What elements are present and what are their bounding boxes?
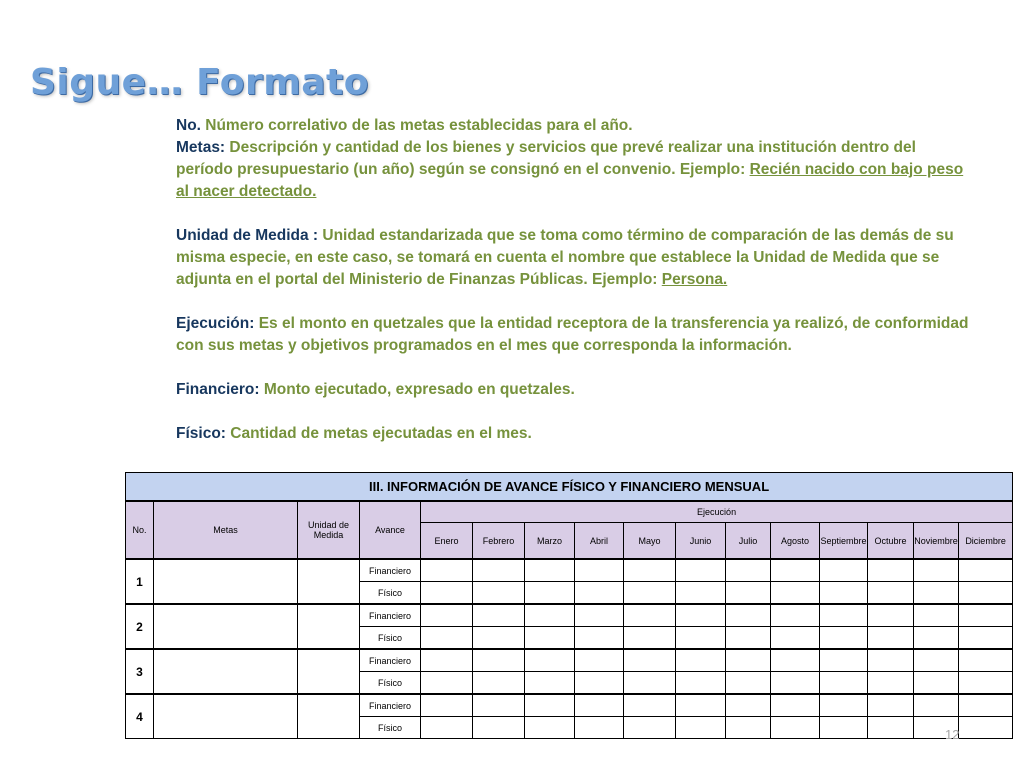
month-value-cell[interactable] [820,604,868,627]
header-month: Junio [676,523,726,560]
avance-label: Financiero [360,604,421,627]
month-value-cell[interactable] [820,559,868,582]
page-number: 12 [945,727,960,742]
month-value-cell[interactable] [914,649,959,672]
month-value-cell[interactable] [959,627,1013,650]
month-value-cell[interactable] [868,559,914,582]
header-month: Septiembre [820,523,868,560]
metas-cell[interactable] [154,604,298,649]
row-number: 1 [126,559,154,604]
month-value-cell[interactable] [421,672,473,695]
month-value-cell[interactable] [820,582,868,605]
term-fisico: Físico: [176,425,226,442]
metas-cell[interactable] [154,649,298,694]
month-value-cell[interactable] [624,649,676,672]
month-value-cell[interactable] [914,627,959,650]
unidad-cell[interactable] [298,694,360,739]
month-value-cell[interactable] [575,649,624,672]
month-value-cell[interactable] [959,649,1013,672]
month-value-cell[interactable] [525,694,575,717]
term-metas: Metas: [176,139,226,156]
month-value-cell[interactable] [771,649,820,672]
header-month: Agosto [771,523,820,560]
month-value-cell[interactable] [771,672,820,695]
definition-fisico [176,423,976,445]
row-number: 4 [126,694,154,739]
month-value-cell[interactable] [726,627,771,650]
month-value-cell[interactable] [820,694,868,717]
header-month: Noviembre [914,523,959,560]
month-value-cell[interactable] [868,627,914,650]
text-unidad: Unidad estandarizada que se toma como término de comparación de las demás de su misma especie, en este caso, se tomará en cuenta el nombre que establece la Unidad de Medida que se adjunta en el portal del Ministerio de Finanzas Públicas. Ejemplo: [176,227,954,288]
definitions-block [176,115,976,445]
month-value-cell[interactable] [868,672,914,695]
header-month: Marzo [525,523,575,560]
slide-title: Sigue… Formato [30,62,369,103]
avance-label: Físico [360,627,421,650]
format-table [125,472,1013,739]
month-value-cell[interactable] [525,649,575,672]
metas-cell[interactable] [154,559,298,604]
avance-label: Financiero [360,694,421,717]
header-month: Enero [421,523,473,560]
month-value-cell[interactable] [820,717,868,739]
month-value-cell[interactable] [676,627,726,650]
month-value-cell[interactable] [771,582,820,605]
month-value-cell[interactable] [959,604,1013,627]
format-table-container [125,472,1012,739]
month-value-cell[interactable] [624,717,676,739]
header-month: Julio [726,523,771,560]
unidad-cell[interactable] [298,604,360,649]
month-value-cell[interactable] [771,627,820,650]
unidad-cell[interactable] [298,559,360,604]
month-value-cell[interactable] [525,559,575,582]
month-value-cell[interactable] [624,694,676,717]
month-value-cell[interactable] [676,559,726,582]
month-value-cell[interactable] [575,604,624,627]
month-value-cell[interactable] [726,559,771,582]
month-value-cell[interactable] [473,627,525,650]
month-value-cell[interactable] [820,627,868,650]
month-value-cell[interactable] [868,649,914,672]
month-value-cell[interactable] [624,604,676,627]
month-value-cell[interactable] [473,649,525,672]
header-month: Diciembre [959,523,1013,560]
month-value-cell[interactable] [421,559,473,582]
month-value-cell[interactable] [624,627,676,650]
month-value-cell[interactable] [676,649,726,672]
month-value-cell[interactable] [771,694,820,717]
header-month: Abril [575,523,624,560]
month-value-cell[interactable] [676,694,726,717]
month-value-cell[interactable] [726,604,771,627]
example-unidad: Persona. [661,271,728,288]
month-value-cell[interactable] [959,717,1013,739]
month-value-cell[interactable] [525,604,575,627]
month-value-cell[interactable] [914,559,959,582]
definition-no [176,115,976,203]
month-value-cell[interactable] [421,694,473,717]
month-value-cell[interactable] [868,717,914,739]
month-value-cell[interactable] [525,717,575,739]
month-value-cell[interactable] [676,604,726,627]
month-value-cell[interactable] [575,672,624,695]
month-value-cell[interactable] [473,604,525,627]
definition-ejecucion [176,313,976,357]
month-value-cell[interactable] [914,582,959,605]
header-unidad: Unidad de Medida [298,501,360,559]
month-value-cell[interactable] [624,582,676,605]
month-value-cell[interactable] [914,604,959,627]
month-value-cell[interactable] [868,694,914,717]
term-ejecucion: Ejecución: [176,315,255,332]
text-fisico: Cantidad de metas ejecutadas en el mes. [225,425,532,442]
month-value-cell[interactable] [868,604,914,627]
month-value-cell[interactable] [421,717,473,739]
header-avance: Avance [360,501,421,559]
month-value-cell[interactable] [726,694,771,717]
month-value-cell[interactable] [575,582,624,605]
month-value-cell[interactable] [525,672,575,695]
month-value-cell[interactable] [771,604,820,627]
month-value-cell[interactable] [771,717,820,739]
month-value-cell[interactable] [820,672,868,695]
month-value-cell[interactable] [726,649,771,672]
month-value-cell[interactable] [914,672,959,695]
text-financiero: Monto ejecutado, expresado en quetzales. [259,381,575,398]
month-value-cell[interactable] [868,582,914,605]
month-value-cell[interactable] [676,582,726,605]
month-value-cell[interactable] [421,649,473,672]
month-value-cell[interactable] [726,582,771,605]
month-value-cell[interactable] [473,582,525,605]
month-value-cell[interactable] [473,559,525,582]
header-no: No. [126,501,154,559]
table-banner: III. INFORMACIÓN DE AVANCE FÍSICO Y FINANCIERO MENSUAL [126,473,1013,502]
text-no: Número correlativo de las metas establecidas para el año. [200,117,633,134]
term-unidad: Unidad de Medida : [176,227,319,244]
month-value-cell[interactable] [676,717,726,739]
month-value-cell[interactable] [676,672,726,695]
month-value-cell[interactable] [624,672,676,695]
month-value-cell[interactable] [575,559,624,582]
text-metas: Descripción y cantidad de los bienes y servicios que prevé realizar una institución dentro del período presupuestario (un año) según se consignó en el convenio. Ejemplo: [176,139,916,178]
month-value-cell[interactable] [473,694,525,717]
month-value-cell[interactable] [575,717,624,739]
month-value-cell[interactable] [726,717,771,739]
term-financiero: Financiero: [176,381,260,398]
month-value-cell[interactable] [421,604,473,627]
month-value-cell[interactable] [525,582,575,605]
row-number: 2 [126,604,154,649]
month-value-cell[interactable] [771,559,820,582]
metas-cell[interactable] [154,694,298,739]
row-number: 3 [126,649,154,694]
month-value-cell[interactable] [959,672,1013,695]
month-value-cell[interactable] [525,627,575,650]
avance-label: Financiero [360,649,421,672]
month-value-cell[interactable] [726,672,771,695]
unidad-cell[interactable] [298,649,360,694]
header-month: Febrero [473,523,525,560]
month-value-cell[interactable] [421,627,473,650]
term-no: No. [176,117,201,134]
text-ejecucion: Es el monto en quetzales que la entidad receptora de la transferencia ya realizó, de conformidad con sus metas y objetivos programados en el mes que corresponda la información. [176,315,969,354]
header-month: Octubre [868,523,914,560]
month-value-cell[interactable] [959,582,1013,605]
header-ejecucion: Ejecución [421,501,1013,523]
header-metas: Metas [154,501,298,559]
definition-unidad [176,225,976,291]
month-value-cell[interactable] [575,627,624,650]
month-value-cell[interactable] [820,649,868,672]
month-value-cell[interactable] [421,582,473,605]
header-month: Mayo [624,523,676,560]
month-value-cell[interactable] [914,694,959,717]
month-value-cell[interactable] [959,559,1013,582]
definition-financiero [176,379,976,401]
month-value-cell[interactable] [624,559,676,582]
avance-label: Financiero [360,559,421,582]
example-metas: Recién nacido con bajo peso al nacer detectado. [176,161,964,200]
month-value-cell[interactable] [959,694,1013,717]
month-value-cell[interactable] [575,694,624,717]
avance-label: Físico [360,717,421,739]
avance-label: Físico [360,672,421,695]
avance-label: Físico [360,582,421,605]
month-value-cell[interactable] [473,717,525,739]
month-value-cell[interactable] [473,672,525,695]
